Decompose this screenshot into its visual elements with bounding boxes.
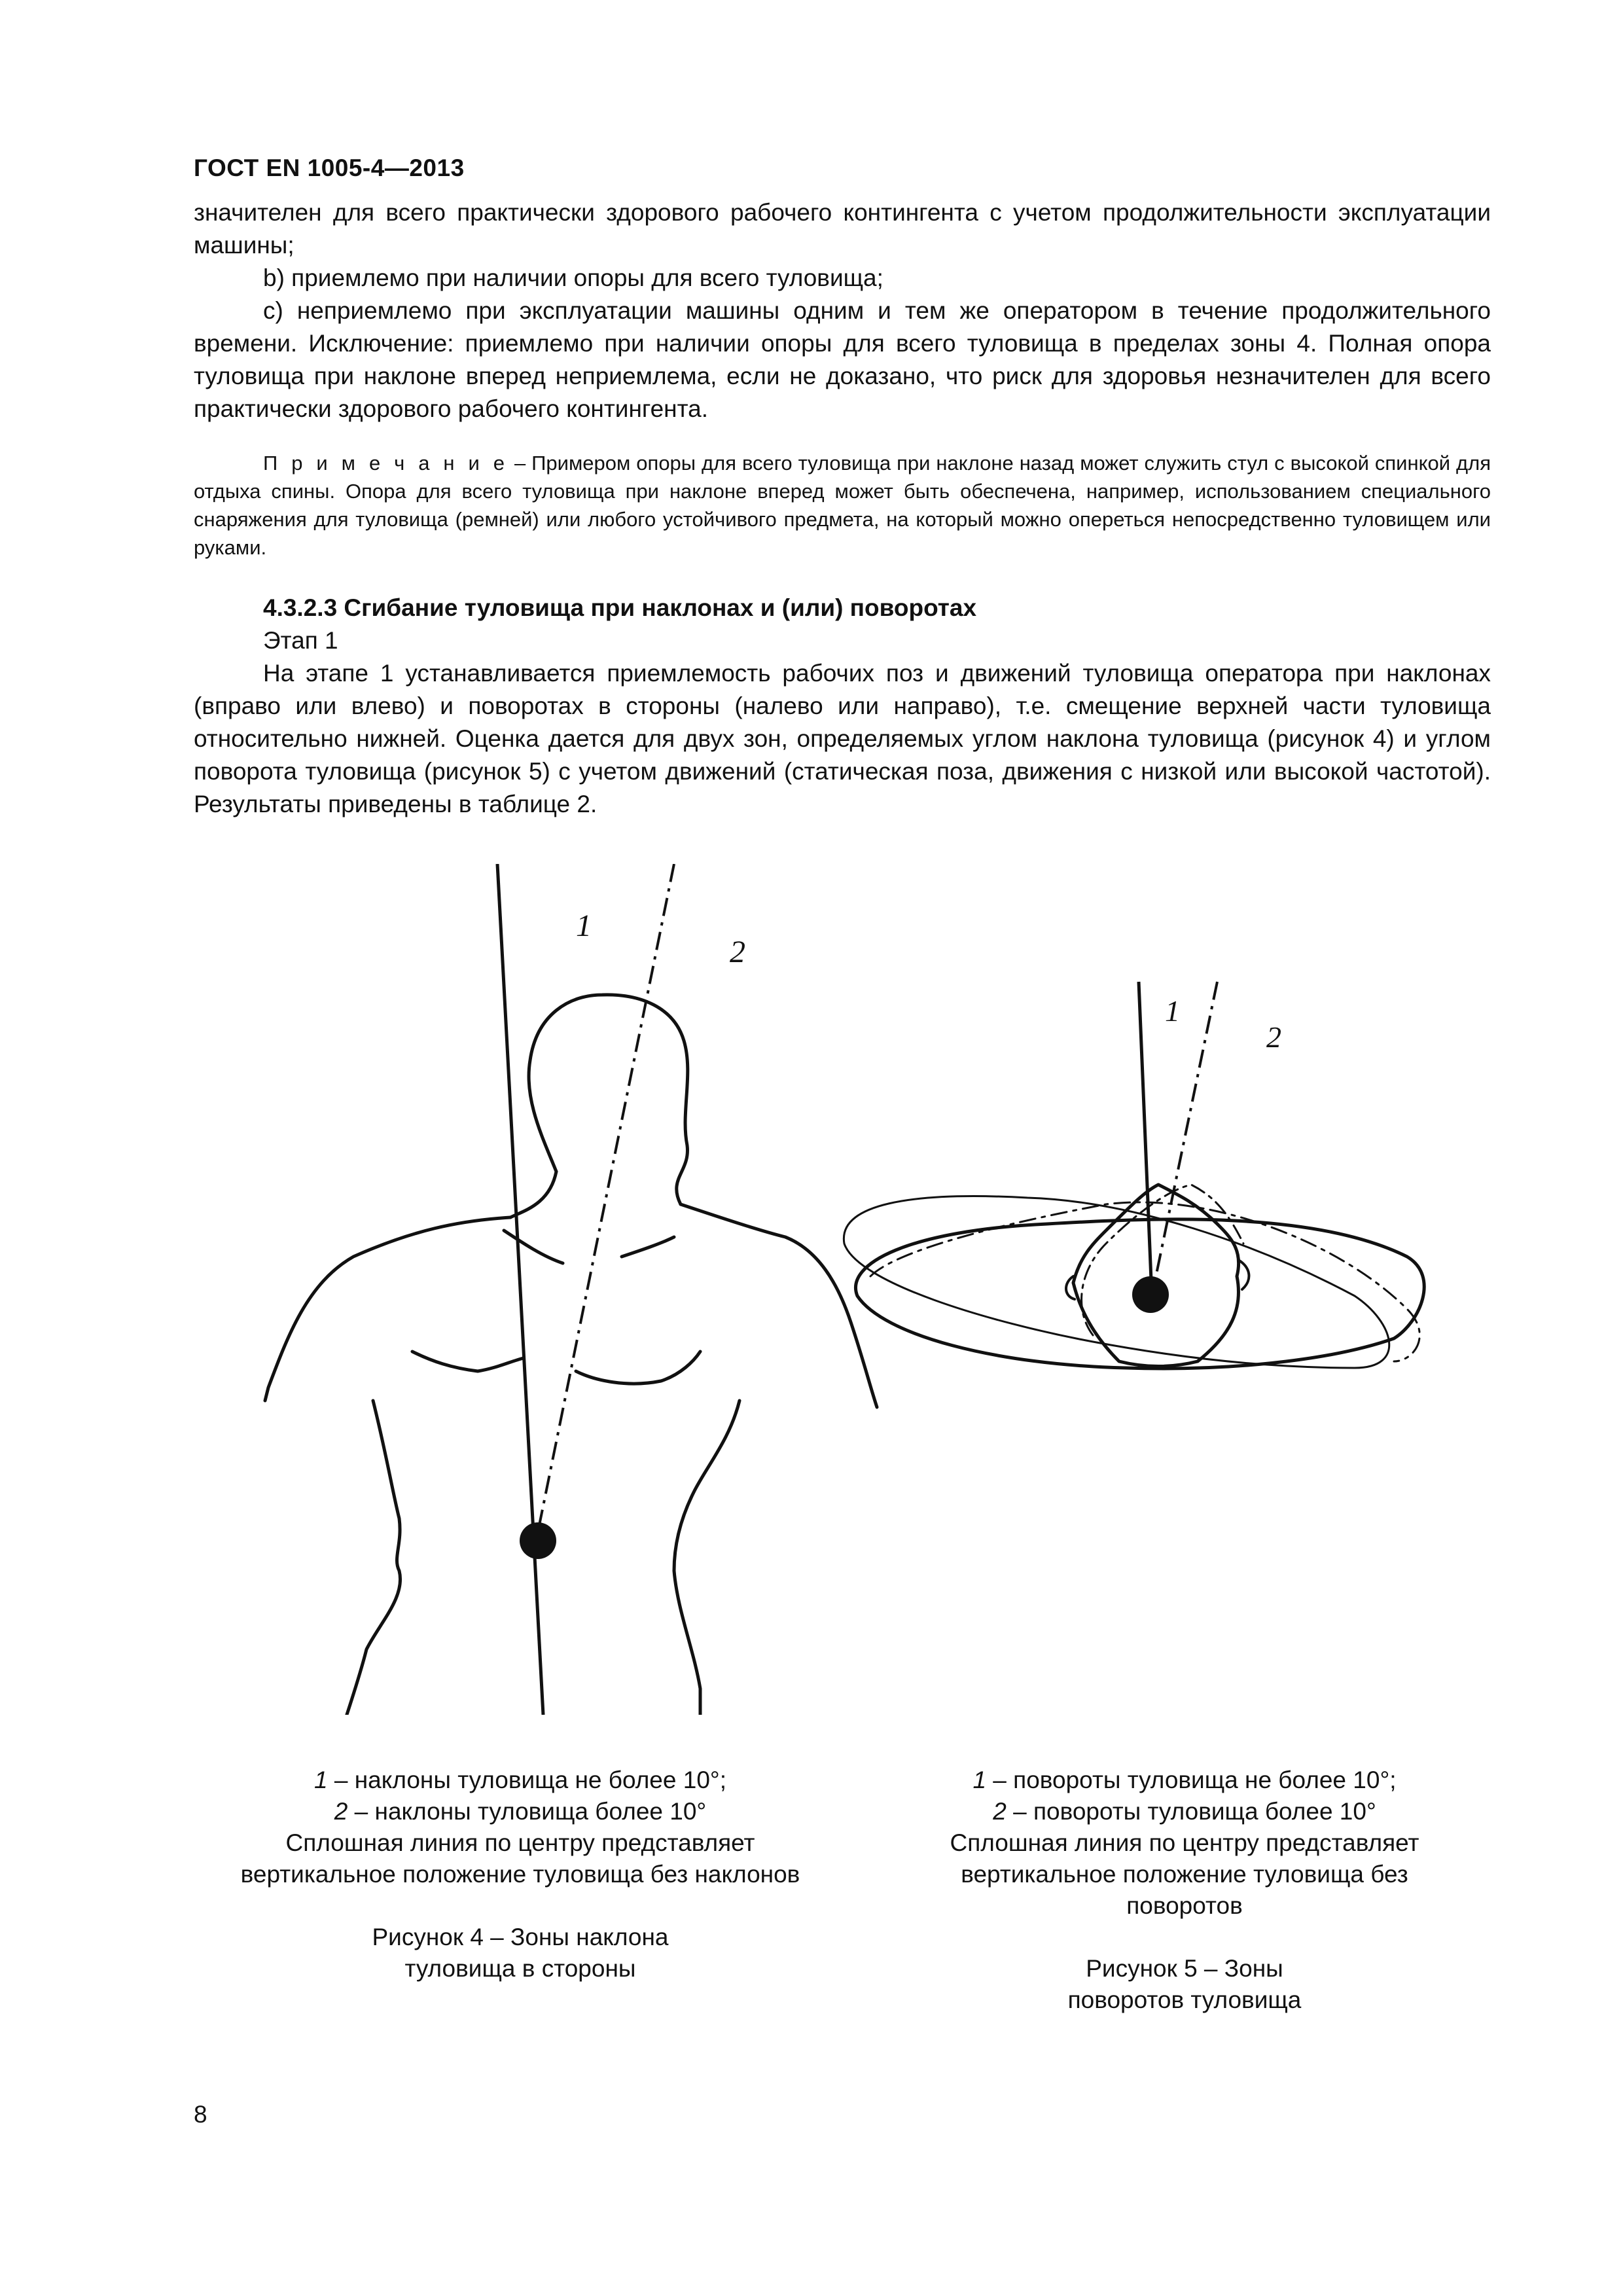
center-point bbox=[1132, 1276, 1169, 1313]
list-item-b: b) приемлемо при наличии опоры для всего туловища; bbox=[263, 264, 883, 291]
figure-description: Сплошная линия по центру представляет вертикальное положение туловища без поворотов bbox=[950, 1829, 1419, 1919]
note-label: П р и м е ч а н и е bbox=[263, 452, 509, 475]
collar-right bbox=[622, 1237, 674, 1257]
document-header: ГОСТ EN 1005-4—2013 bbox=[194, 154, 465, 181]
note-block bbox=[194, 449, 1491, 562]
intro-paragraph: значителен для всего практически здорового рабочего контингента с учетом продолжительности эксплуатации машины; bbox=[194, 199, 1491, 259]
head-outline bbox=[529, 995, 688, 1204]
figure-caption: Рисунок 5 – Зоны поворотов туловища bbox=[1067, 1955, 1302, 2013]
page-number: 8 bbox=[194, 2101, 207, 2128]
note-text: – Примером опоры для всего туловища при наклоне назад может служить стул с высокой спинкой для отдыха спины. Опора для всего туловища при наклоне вперед может быть обеспечена, например, использованием специального снаряжения для туловища (ремней) или любого устойчивого предмета, на который можно опереться непосредственно туловищем или руками. bbox=[194, 452, 1491, 559]
legend-2-number: 2 bbox=[334, 1798, 348, 1825]
left-shoulder bbox=[265, 1217, 510, 1401]
figure-5-caption-block bbox=[890, 1765, 1479, 2016]
head-outline-solid bbox=[1073, 1185, 1239, 1367]
legend-1-text: – повороты туловища не более 10°; bbox=[986, 1767, 1397, 1793]
left-side bbox=[340, 1401, 401, 1715]
zone-label-1: 1 bbox=[1165, 994, 1180, 1028]
zone-label-2: 2 bbox=[1266, 1020, 1281, 1054]
section-block bbox=[194, 592, 1491, 821]
section-title: 4.3.2.3 Сгибание туловища при наклонах и (или) поворотах bbox=[263, 594, 977, 621]
zone-label-1: 1 bbox=[576, 908, 592, 943]
center-point bbox=[520, 1522, 556, 1559]
right-side bbox=[674, 1401, 740, 1715]
legend-1-text: – наклоны туловища не более 10°; bbox=[327, 1767, 726, 1793]
chest-right bbox=[576, 1352, 700, 1384]
section-text: На этапе 1 устанавливается приемлемость рабочих поз и движений туловища оператора при наклонах (вправо или влево) и поворотах в стороны (налево или направо), т.е. смещение верхней части туловища относительно нижней. Оценка дается для двух зон, определяемых углом наклона туловища (рисунок 4) и углом поворота туловища (рисунок 5) с учетом движений (статическая поза, движения с низкой или высокой частотой). Результаты приведены в таблице 2. bbox=[194, 660, 1491, 817]
legend-2-text: – наклоны туловища более 10° bbox=[348, 1798, 707, 1825]
legend-2-text: – повороты туловища более 10° bbox=[1006, 1798, 1376, 1825]
stage-label: Этап 1 bbox=[263, 627, 338, 654]
vertical-axis-line bbox=[497, 864, 543, 1715]
chest-left bbox=[412, 1352, 524, 1371]
vertical-axis-line bbox=[1139, 982, 1152, 1296]
figure-description: Сплошная линия по центру представляет вертикальное положение туловища без наклонов bbox=[240, 1829, 800, 1888]
zone-label-2: 2 bbox=[730, 935, 745, 969]
bend-zone-line bbox=[537, 864, 674, 1538]
list-item-c: c) неприемлемо при эксплуатации машины одним и тем же оператором в течение продолжительного времени. Исключение: приемлемо при наличии опоры для всего туловища в пределах зоны 4. Полная опора туловища при наклоне вперед неприемлема, если не доказано, что риск для здоровья незначителен для всего практически здорового рабочего контингента. bbox=[194, 297, 1491, 422]
legend-1-number: 1 bbox=[314, 1767, 328, 1793]
legend-1-number: 1 bbox=[972, 1767, 987, 1793]
rotation-zone-line bbox=[1152, 982, 1217, 1296]
figure-caption: Рисунок 4 – Зоны наклона туловища в стороны bbox=[372, 1924, 669, 1982]
legend-2-number: 2 bbox=[993, 1798, 1007, 1825]
figure-4-torso-bend bbox=[262, 864, 916, 1715]
figure-4-caption-block bbox=[196, 1765, 844, 1984]
figure-5-torso-rotation bbox=[831, 969, 1433, 1427]
collar-left bbox=[504, 1230, 563, 1263]
intro-block bbox=[194, 196, 1491, 425]
